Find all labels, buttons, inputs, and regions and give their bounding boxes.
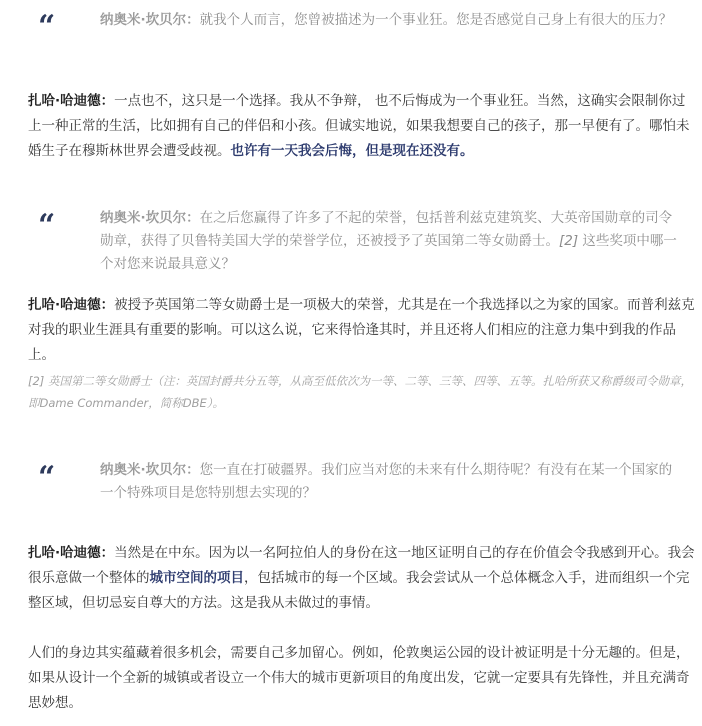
answer-body: 一点也不，这只是一个选择。我从不争辩， 也不后悔成为一个事业狂。当然，这确实会限制你过上一种正常的生活，比如拥有自己的伴侣和小孩。但诚实地说，如果我想要自己的孩子，那一早便有了。哪怕未婚生子在穆斯林世界会遭受歧视。 [28, 93, 690, 159]
answer-block-2 [28, 293, 698, 368]
interviewer-name: 纳奥米·坎贝尔： [100, 12, 200, 28]
question-block-3 [0, 457, 702, 507]
interviewee-name: 扎哈·哈迪德： [28, 297, 115, 313]
quote-mark-icon: “ [38, 208, 53, 243]
footnote: [2] 英国第二等女勋爵士（注：英国封爵共分五等，从高至低依次为一等、二等、三等、四等、五等。扎哈所获又称爵级司令勋章，即Dame Commander，简称DBE）。 [28, 374, 692, 410]
question-block-2 [0, 205, 702, 275]
quote-mark-icon: “ [38, 9, 53, 44]
answer-highlight: 也许有一天我会后悔，但是现在还没有。 [230, 143, 474, 159]
question-text-3 [100, 459, 684, 505]
answer-body: 被授予英国第二等女勋爵士是一项极大的荣誉，尤其是在一个我选择以之为家的国家。而普利兹克对我的职业生涯具有重要的影响。可以这么说，它来得恰逢其时，并且还将人们相应的注意力集中到我的作品上。 [28, 297, 695, 363]
question-body: 就我个人而言，您曾被描述为一个事业狂。您是否感觉自己身上有很大的压力？ [199, 12, 673, 28]
question-body-cont: 这些奖项中哪一个对您来说最具意义？ [100, 233, 677, 272]
footnote-ref[interactable]: [2] [559, 233, 579, 249]
interviewee-name: 扎哈·哈迪德： [28, 93, 115, 109]
question-body: 您一直在打破疆界。我们应当对您的未来有什么期待呢？有没有在某一个国家的一个特殊项目是您特别想去实现的？ [100, 462, 673, 501]
interviewer-name: 纳奥米·坎贝尔： [100, 462, 200, 478]
answer-body: 当然是在中东。因为以一名阿拉伯人的身份在这一地区证明自己的存在价值会令我感到开心。我会很乐意做一个整体的 [28, 545, 695, 586]
answer-block-3 [28, 541, 698, 616]
question-text-1 [100, 9, 684, 32]
answer-body-cont: ，包括城市的每一个区域。我会尝试从一个总体概念入手，进而组织一个完整区域，但切忌妄自尊大的方法。这是我从未做过的事情。 [28, 570, 690, 611]
question-block-1 [0, 6, 702, 56]
interviewee-name: 扎哈·哈迪德： [28, 545, 115, 561]
question-body: 在之后您赢得了许多了不起的荣誉，包括普利兹克建筑奖、大英帝国勋章的司令勋章，获得了贝鲁特美国大学的荣誉学位，还被授予了英国第二等女勋爵士。 [100, 210, 673, 249]
paragraph-4: 人们的身边其实蕴藏着很多机会，需要自己多加留心。例如，伦敦奥运公园的设计被证明是十分无趣的。但是，如果从设计一个全新的城镇或者设立一个伟大的城市更新项目的角度出发，它就一定要具有先锋性，并且充满奇思妙想。 [28, 645, 690, 711]
interviewer-name: 纳奥米·坎贝尔： [100, 210, 200, 226]
urban-project-link[interactable]: 城市空间的项目 [149, 570, 244, 586]
quote-mark-icon: “ [38, 460, 53, 495]
question-text-2 [100, 207, 684, 276]
answer-block-1 [28, 89, 698, 164]
